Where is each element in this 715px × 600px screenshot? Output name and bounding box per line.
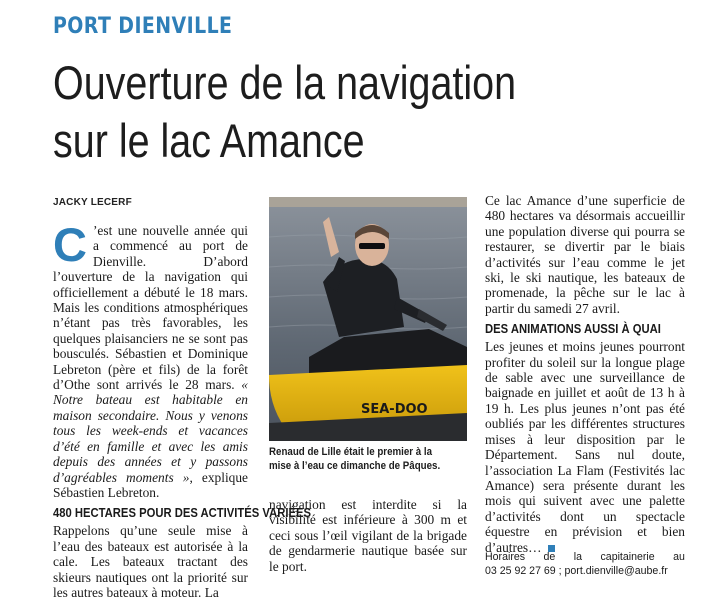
drop-cap: C [53, 218, 87, 271]
headline-line-1: Ouverture de la navigation [53, 56, 517, 109]
article-headline [53, 54, 591, 170]
paragraph-animations [485, 339, 685, 555]
paragraph-intro [53, 218, 248, 500]
paragraph-rules: Rappelons qu’une seule mise à l’eau des bateaux est autorisée à la cale. Les bateaux tractant des skieurs nautiques ont la priorité sur les autres bateaux à moteur. La [53, 523, 248, 600]
article-column-1 [53, 218, 311, 600]
animations-text: Les jeunes et moins jeunes pourront profiter du soleil sur la longue plage de sable avec une surveillance de baignade en juillet et août de 13 h à 19 h. Les plus jeunes n’ont pas été oubliés par les différentes structures mises à leur disposition par le Département. Sans nul doute, l’association La Flam (Festivités lac Amance) sera présente durant les mois qui suivent avec une palette d’activités dont un spectacle équestre en prévision et bien d’autres… [485, 339, 685, 555]
info-line-1 [485, 550, 685, 564]
photo-caption: Renaud de Lille était le premier à la mise à l’eau ce dimanche de Pâques. [269, 446, 441, 472]
practical-info [485, 550, 685, 578]
article-kicker: PORT DIENVILLE [53, 14, 233, 39]
paragraph-lake: Ce lac Amance d’une superficie de 480 hectares va désormais accueillir une population diverse qui pourra se restaurer, se divertir par le biais d’activités sur l’eau comme le jet ski, le ski nautique, les bateaux de promenade, la pêche sur le lac à partir du samedi 27 avril. [485, 193, 685, 316]
jet-ski-photo-illustration [269, 197, 467, 441]
article-column-3 [485, 193, 685, 555]
paragraph-visibility: navigation est interdite si la visibilité est inférieure à 300 m et ceci sous l’œil vigilant de la brigade de gendarmerie nautique basée sur le port. [269, 497, 467, 574]
quote-attribution: , explique Sébastien Lebreton. [53, 469, 248, 500]
info-line-2: 03 25 92 27 69 ; port.dienville@aube.fr [485, 565, 668, 577]
quote-text: « Notre bateau est habitable en maison secondaire. Nous y venons tous les week-ends et vacances d’été en famille et avec les amis depuis des années et y passons d’agréables moments » [53, 377, 248, 485]
info-word-3: la [573, 551, 583, 563]
info-word-4: capitainerie [600, 551, 655, 563]
info-word-1: Horaires [485, 551, 526, 563]
info-word-5: au [673, 551, 685, 563]
jet-ski-brand-text: SEA-DOO [361, 402, 428, 417]
article-column-2 [269, 497, 467, 574]
intro-text: ’est une nouvelle année qui a commencé au port de Dienville. D’abord l’ouverture de la navigation qui officiellement a débuté le 18 mars. Mais les conditions atmosphériques n’étant pas très favorables, les quelques plaisanciers ne se sont pas bousculés. Sébastien et Dominique Lebreton (père et fils) de la forêt d’Othe sont arrivés le 28 mars. [53, 223, 248, 393]
article-photo [269, 197, 467, 441]
headline-line-2: sur le lac Amance [53, 114, 365, 167]
article-byline: JACKY LECERF [53, 197, 132, 208]
info-word-2: de [543, 551, 556, 563]
subheading-activities: 480 HECTARES POUR DES ACTIVITÉS VARIÉES [53, 506, 311, 521]
subheading-animations: DES ANIMATIONS AUSSI À QUAI [485, 322, 661, 337]
